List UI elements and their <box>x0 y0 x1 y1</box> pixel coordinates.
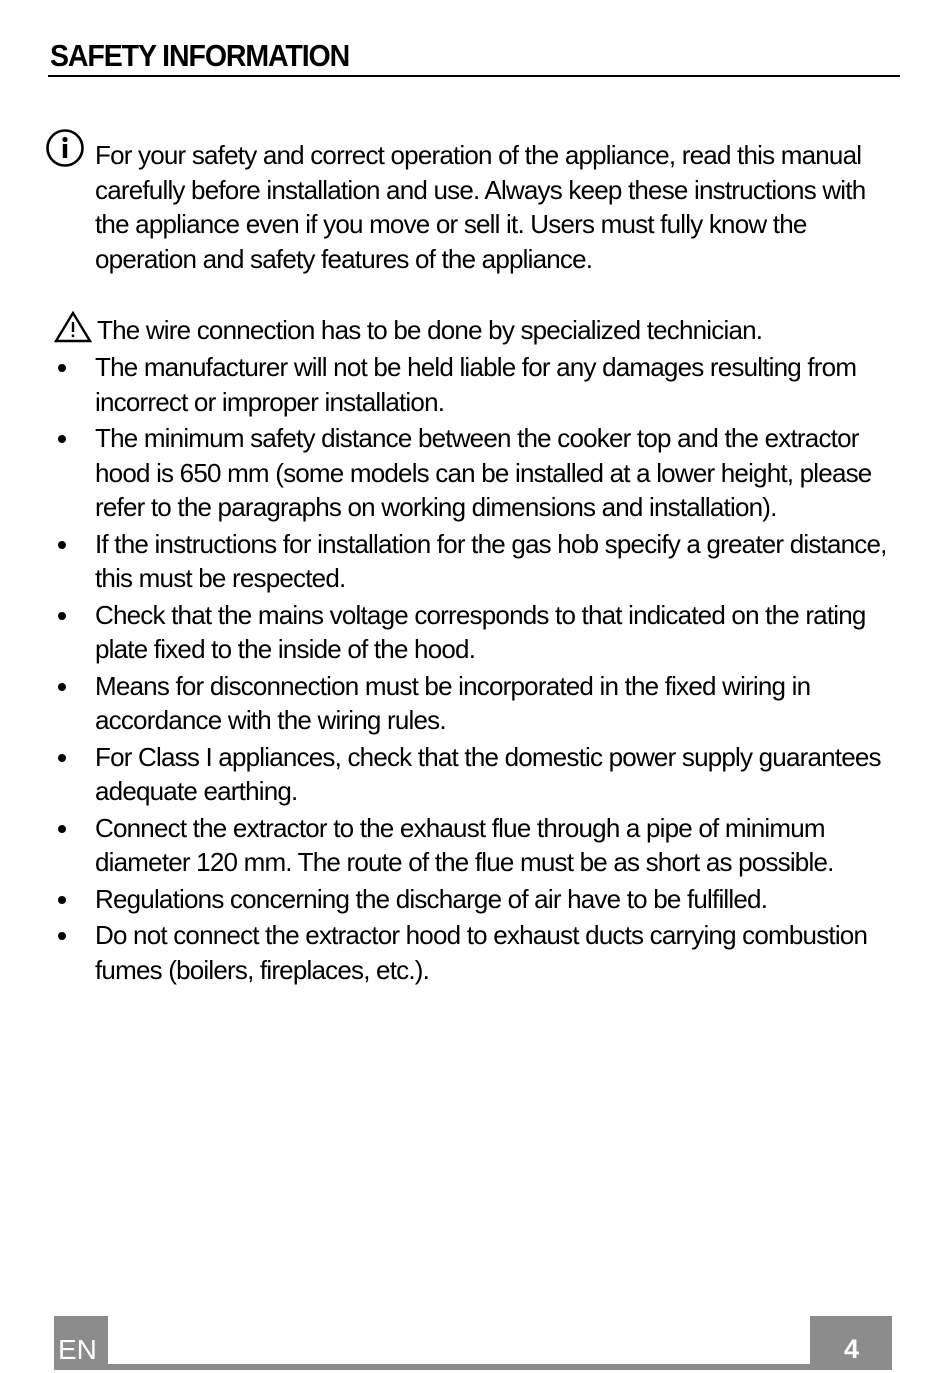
warning-text: The wire connection has to be done by specialized technician. <box>97 315 763 345</box>
safety-bullet-list <box>95 350 895 989</box>
page-title: SAFETY INFORMATION <box>50 38 350 73</box>
list-item <box>95 811 895 880</box>
language-tab <box>54 1316 108 1370</box>
info-circle-icon <box>45 128 85 168</box>
list-item-text: If the instructions for installation for the gas hob specify a greater distance, this must be respected. <box>95 528 887 593</box>
list-item-text: For Class I appliances, check that the domestic power supply guarantees adequate earthing. <box>95 741 881 806</box>
list-item <box>95 527 895 596</box>
info-paragraph: For your safety and correct operation of the appliance, read this manual carefully before installation and use. Always keep these instructions with the appliance even if you move or sell it. Users must fully know the operation and safety features of the appliance. <box>95 140 866 274</box>
bullet-icon <box>58 932 66 940</box>
list-item <box>95 918 895 987</box>
list-item-text: Check that the mains voltage corresponds to that indicated on the rating plate fixed to the inside of the hood. <box>95 599 866 664</box>
page-number-tab <box>810 1316 892 1370</box>
bullet-icon <box>58 683 66 691</box>
list-item-text: The manufacturer will not be held liable for any damages resulting from incorrect or improper installation. <box>95 352 857 417</box>
bullet-icon <box>58 754 66 762</box>
list-item <box>95 350 895 419</box>
language-label: EN <box>58 1334 97 1365</box>
footer-rule <box>108 1364 810 1370</box>
bullet-icon <box>58 541 66 549</box>
list-item <box>95 882 895 917</box>
list-item <box>95 421 895 525</box>
bullet-icon <box>58 435 66 443</box>
list-item-text: Do not connect the extractor hood to exhaust ducts carrying combustion fumes (boilers, fireplaces, etc.). <box>95 920 868 985</box>
list-item-text: Means for disconnection must be incorporated in the fixed wiring in accordance with the wiring rules. <box>95 670 811 735</box>
list-item-text: Connect the extractor to the exhaust flue through a pipe of minimum diameter 120 mm. The route of the flue must be as short as possible. <box>95 812 834 877</box>
warning-triangle-icon <box>54 311 92 343</box>
page-number: 4 <box>844 1334 860 1364</box>
bullet-icon <box>58 825 66 833</box>
list-item <box>95 740 895 809</box>
list-item <box>95 598 895 667</box>
list-item-text: Regulations concerning the discharge of air have to be fulfilled. <box>95 883 768 914</box>
list-item <box>95 669 895 738</box>
title-underline <box>48 75 900 77</box>
bullet-icon <box>58 612 66 620</box>
bullet-icon <box>58 896 66 904</box>
bullet-icon <box>58 364 66 372</box>
list-item-text: The minimum safety distance between the cooker top and the extractor hood is 650 mm (some models can be installed at a lower height, please refer to the paragraphs on working dimensions and installation). <box>95 423 872 522</box>
